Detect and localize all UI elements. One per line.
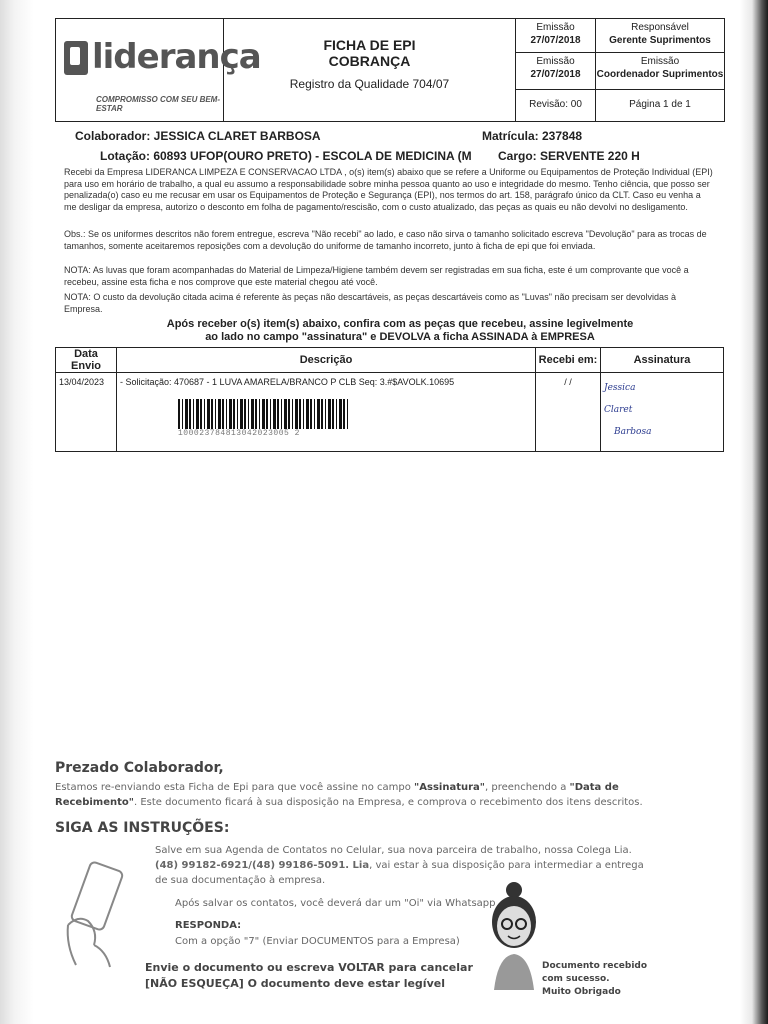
assistant-avatar-icon (484, 880, 544, 1000)
responda-option: Com a opção "7" (Enviar DOCUMENTOS para a Empresa) (175, 936, 460, 947)
scan-edge-right (740, 0, 768, 1024)
success-line: Documento recebido (542, 961, 648, 971)
emissao-date: 27/07/2018 (530, 35, 581, 46)
cell-signature[interactable] (601, 373, 724, 452)
phone-number: (48) 99182-6921/(48) 99186-5091. Lia (155, 860, 370, 871)
lotacao: Lotação: 60893 UFOP(OURO PRETO) - ESCOLA DE MEDICINA (M (100, 149, 472, 163)
emissao-label: Emissão (536, 22, 575, 33)
signature-line: Barbosa (614, 427, 652, 437)
title-line-2: COBRANÇA (328, 53, 411, 69)
terms-paragraph: Recebi da Empresa LIDERANCA LIMPEZA E CONSERVACAO LTDA , o(s) item(s) abaixo que se refere a Uniforme ou Equipamentos de Proteção Individual (EPI) para uso em horário de trabalho, a qual eu assumo a responsabilidade sobre minha pessoa quanto ao uso e integridade do mesmo. Tenho ciência, que posso ser penalizada(o) caso eu me recusar em usar os Equipamentos de Proteção e Segurança (EPI), nos termos do art. 158, parágrafo único da CLT. Caso eu venha a me desligar da empresa, autorizo o desconto em folha de pagamento/rescisão, com o custo atualizado, das peças as quais eu não devolvi no desligamento. (64, 167, 713, 212)
document-header (55, 18, 725, 122)
responda-label: RESPONDA: (175, 920, 242, 931)
instruction-line-1: Após receber o(s) item(s) abaixo, confira com as peças que recebeu, assine legivelmente (166, 318, 634, 330)
success-message (542, 960, 647, 999)
table-row (56, 373, 724, 452)
step-1 (155, 843, 645, 888)
success-line: Muito Obrigado (542, 987, 621, 997)
logo-text: liderança (92, 37, 261, 77)
col-header-assinatura: Assinatura (601, 348, 724, 373)
cell-description (117, 373, 536, 452)
logo-icon (64, 41, 88, 75)
logo-tagline: COMPROMISSO COM SEU BEM-ESTAR (96, 95, 221, 113)
responsavel-label: Responsável (631, 22, 689, 33)
document-title (224, 37, 515, 69)
barcode (178, 399, 348, 429)
colaborador: Colaborador: JESSICA CLARET BARBOSA (75, 129, 321, 143)
instruction-line-2: ao lado no campo "assinatura" e DEVOLVA a ficha ASSINADA à EMPRESA (205, 331, 595, 343)
phone-hand-icon (58, 855, 138, 975)
footer-text: Estamos re-enviando esta Ficha de Epi para que você assine no campo (55, 782, 411, 793)
scan-edge-left (0, 0, 34, 1024)
barcode-number: 100023784813042023005 2 (178, 429, 300, 438)
envie-line: Envie o documento ou escreva VOLTAR para cancelar (145, 961, 473, 974)
col-header-recebi-em: Recebi em: (536, 348, 601, 373)
revisao: Revisão: 00 (529, 99, 582, 110)
responsavel-value: Coordenador Suprimentos (596, 69, 724, 80)
terms-obs: Obs.: Se os uniformes descritos não forem entregue, escreva "Não recebi" ao lado, e caso não sirva o tamanho solicitado escreva "Devolução" para as trocas de tamanhos, somente aceitaremos reposições com a devolução do uniforme de tamanho incorreto, junto à ficha de epi que foi enviada. (64, 229, 707, 251)
footer-bold: "Data de Recebimento" (55, 782, 619, 808)
step-2: Após salvar os contatos, você deverá dar um "Oi" via Whatsapp (175, 898, 496, 909)
items-table (55, 347, 724, 452)
logo-cell (56, 19, 261, 121)
footer-text: . Este documento ficará à sua disposição na Empresa, e comprova o recebimento dos itens descritos. (133, 797, 643, 808)
matricula: Matrícula: 237848 (482, 129, 583, 143)
success-line: com sucesso. (542, 974, 610, 984)
footer-paragraph (55, 780, 655, 810)
cell-received-date[interactable]: / / (536, 373, 601, 452)
responsavel-cell (596, 19, 724, 121)
col-header-data-envio: Data Envio (56, 348, 117, 373)
emissao-date: 27/07/2018 (530, 69, 581, 80)
emissao-cell (516, 19, 596, 121)
table-header-row (56, 348, 724, 373)
terms-note-custo: NOTA: O custo da devolução citada acima é referente às peças não descartáveis, as peças descartáveis como as "Luvas" não precisam ser devolvidas à Empresa. (64, 292, 677, 314)
signature-line: Jessica (604, 383, 636, 393)
cell-date: 13/04/2023 (56, 373, 117, 452)
emissao-label: Emissão (640, 56, 680, 67)
step-text: , vai estar à sua disposição para intermediar a entrega de sua documentação à empresa. (155, 860, 644, 886)
cargo: Cargo: SERVENTE 220 H (498, 149, 640, 163)
footer-text: , preenchendo a (484, 782, 567, 793)
title-cell (224, 19, 516, 121)
greeting: Prezado Colaborador, (55, 760, 224, 776)
responsavel-value: Gerente Suprimentos (609, 35, 711, 46)
emissao-label: Emissão (536, 56, 575, 67)
envie-instruction (145, 960, 473, 992)
footer-bold: "Assinatura" (414, 782, 485, 793)
title-line-1: FICHA DE EPI (323, 37, 416, 53)
step-text: Salve em sua Agenda de Contatos no Celular, sua nova parceira de trabalho, nossa Colega Lia. (155, 845, 632, 856)
col-header-descricao: Descrição (117, 348, 536, 373)
pagina: Página 1 de 1 (629, 99, 691, 110)
nao-esqueca-line: [NÃO ESQUEÇA] O documento deve estar legível (145, 977, 445, 990)
terms-note-luvas: NOTA: As luvas que foram acompanhadas do Material de Limpeza/Higiene também devem ser registradas em sua ficha, este é um comprovante que você a recebeu, assine esta ficha e nos comprove que este material chegou até você. (64, 265, 689, 287)
item-description: - Solicitação: 470687 - 1 LUVA AMARELA/BRANCO P CLB Seq: 3.#$AVOLK.10695 (120, 377, 455, 387)
registro-qualidade: Registro da Qualidade 704/07 (289, 77, 450, 91)
steps-title: SIGA AS INSTRUÇÕES: (55, 820, 230, 836)
signature-line: Claret (604, 405, 633, 415)
